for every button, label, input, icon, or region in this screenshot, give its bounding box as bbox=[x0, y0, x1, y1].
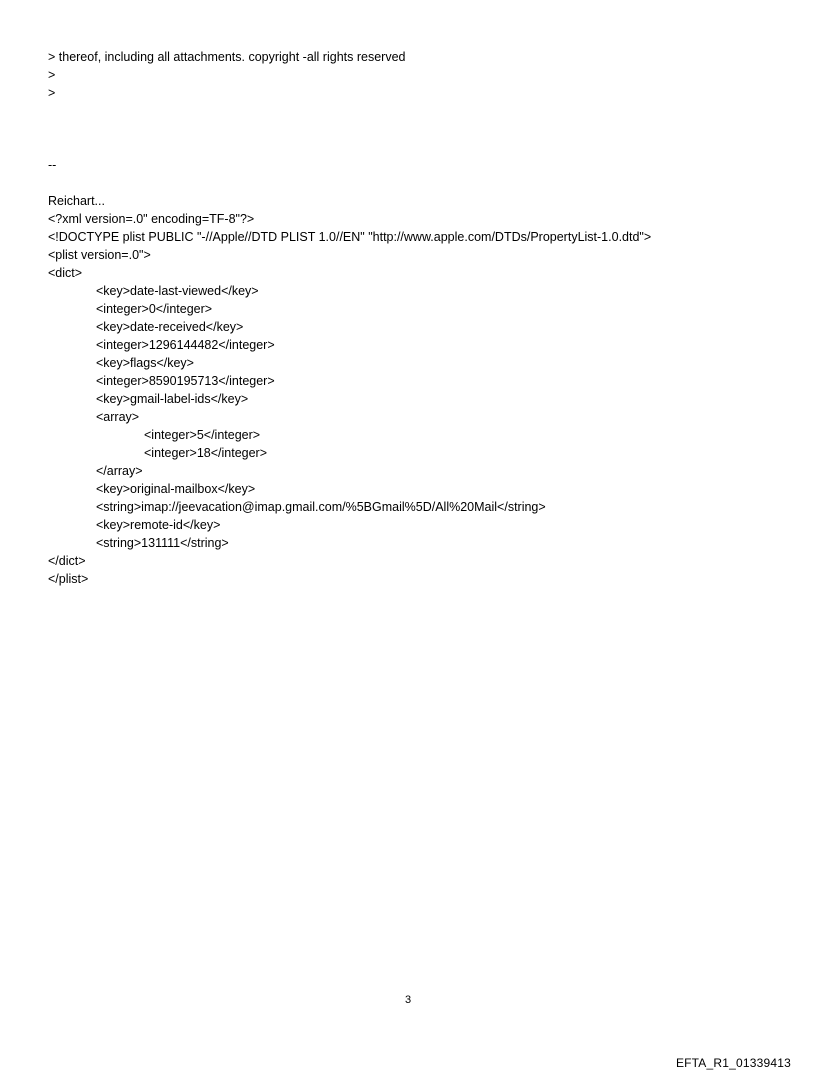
page-number: 3 bbox=[404, 994, 412, 1006]
dict-close: </dict> bbox=[48, 554, 86, 568]
dict-entry: <integer>1296144482</integer> bbox=[96, 338, 275, 352]
xml-declaration: <?xml version=.0" encoding=TF-8"?> bbox=[48, 212, 255, 226]
dict-entry: <key>date-received</key> bbox=[96, 320, 244, 334]
dict-entry: <key>remote-id</key> bbox=[96, 518, 221, 532]
signature: Reichart... bbox=[48, 194, 105, 208]
array-open: <array> bbox=[96, 410, 140, 424]
array-entry: <integer>18</integer> bbox=[144, 446, 268, 460]
dict-entry: <key>date-last-viewed</key> bbox=[96, 284, 259, 298]
blank-space bbox=[48, 174, 788, 192]
quote-line: > bbox=[48, 86, 56, 100]
dict-entry: <integer>0</integer> bbox=[96, 302, 213, 316]
signature-separator: -- bbox=[48, 158, 57, 172]
dict-entry: <string>imap://jeevacation@imap.gmail.com/%5BGmail%5D/All%20Mail</string> bbox=[96, 500, 546, 514]
plist-close: </plist> bbox=[48, 572, 89, 586]
quote-line: > bbox=[48, 68, 56, 82]
quote-line: > thereof, including all attachments. copyright -all rights reserved bbox=[48, 50, 406, 64]
plist-open: <plist version=.0"> bbox=[48, 248, 151, 262]
array-close: </array> bbox=[96, 464, 143, 478]
blank-space bbox=[48, 102, 788, 156]
dict-entry: <integer>8590195713</integer> bbox=[96, 374, 275, 388]
dict-entry: <key>gmail-label-ids</key> bbox=[96, 392, 249, 406]
email-body bbox=[48, 48, 788, 588]
dict-entry: <string>131111</string> bbox=[96, 536, 229, 550]
array-entry: <integer>5</integer> bbox=[144, 428, 261, 442]
document-id: EFTA_R1_01339413 bbox=[675, 1056, 791, 1070]
dict-entry: <key>original-mailbox</key> bbox=[96, 482, 256, 496]
dict-entry: <key>flags</key> bbox=[96, 356, 194, 370]
dict-open: <dict> bbox=[48, 266, 83, 280]
doctype-line: <!DOCTYPE plist PUBLIC "-//Apple//DTD PLIST 1.0//EN" "http://www.apple.com/DTDs/PropertyList-1.0.dtd"> bbox=[48, 230, 652, 244]
